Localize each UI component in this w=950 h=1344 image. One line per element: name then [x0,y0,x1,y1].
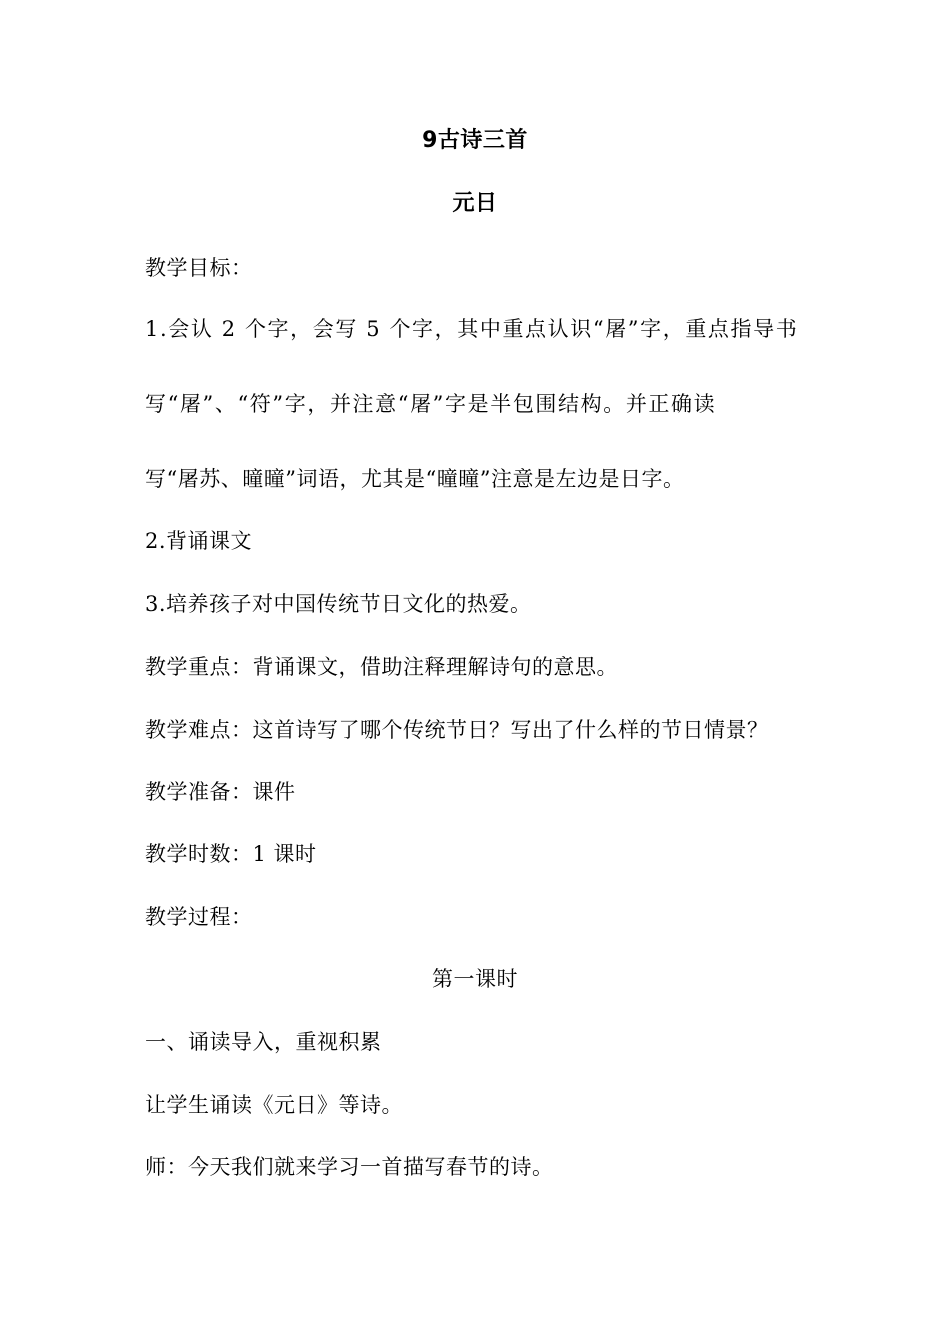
objective-3: 3.培养孩子对中国传统节日文化的热爱。 [145,592,532,616]
document-title: 9古诗三首 [422,128,528,153]
lesson-heading: 第一课时 [432,967,518,991]
objective-2: 2.背诵课文 [145,529,253,553]
paragraph-2: 师：今天我们就来学习一首描写春节的诗。 [145,1155,554,1179]
teaching-duration: 教学时数：1 课时 [145,842,317,866]
objectives-heading: 教学目标： [145,256,253,280]
objective-1-line-1: 1.会认 2 个字，会写 5 个字，其中重点认识“屠”字，重点指导书 [145,317,799,341]
paragraph-1: 让学生诵读《元日》等诗。 [145,1093,403,1117]
teaching-preparation: 教学准备：课件 [145,780,296,804]
key-points: 教学重点：背诵课文，借助注释理解诗句的意思。 [145,655,618,679]
objective-1-line-2: 写“屠”、“符”字，并注意“屠”字是半包围结构。并正确读 [145,392,717,416]
difficult-points: 教学难点：这首诗写了哪个传统节日？写出了什么样的节日情景？ [145,718,769,742]
process-heading: 教学过程： [145,905,253,929]
section-1-heading: 一、诵读导入，重视积累 [145,1030,382,1054]
objective-1-line-3: 写“屠苏、曈曈”词语，尤其是“曈曈”注意是左边是日字。 [145,467,685,491]
poem-title: 元日 [452,191,498,216]
